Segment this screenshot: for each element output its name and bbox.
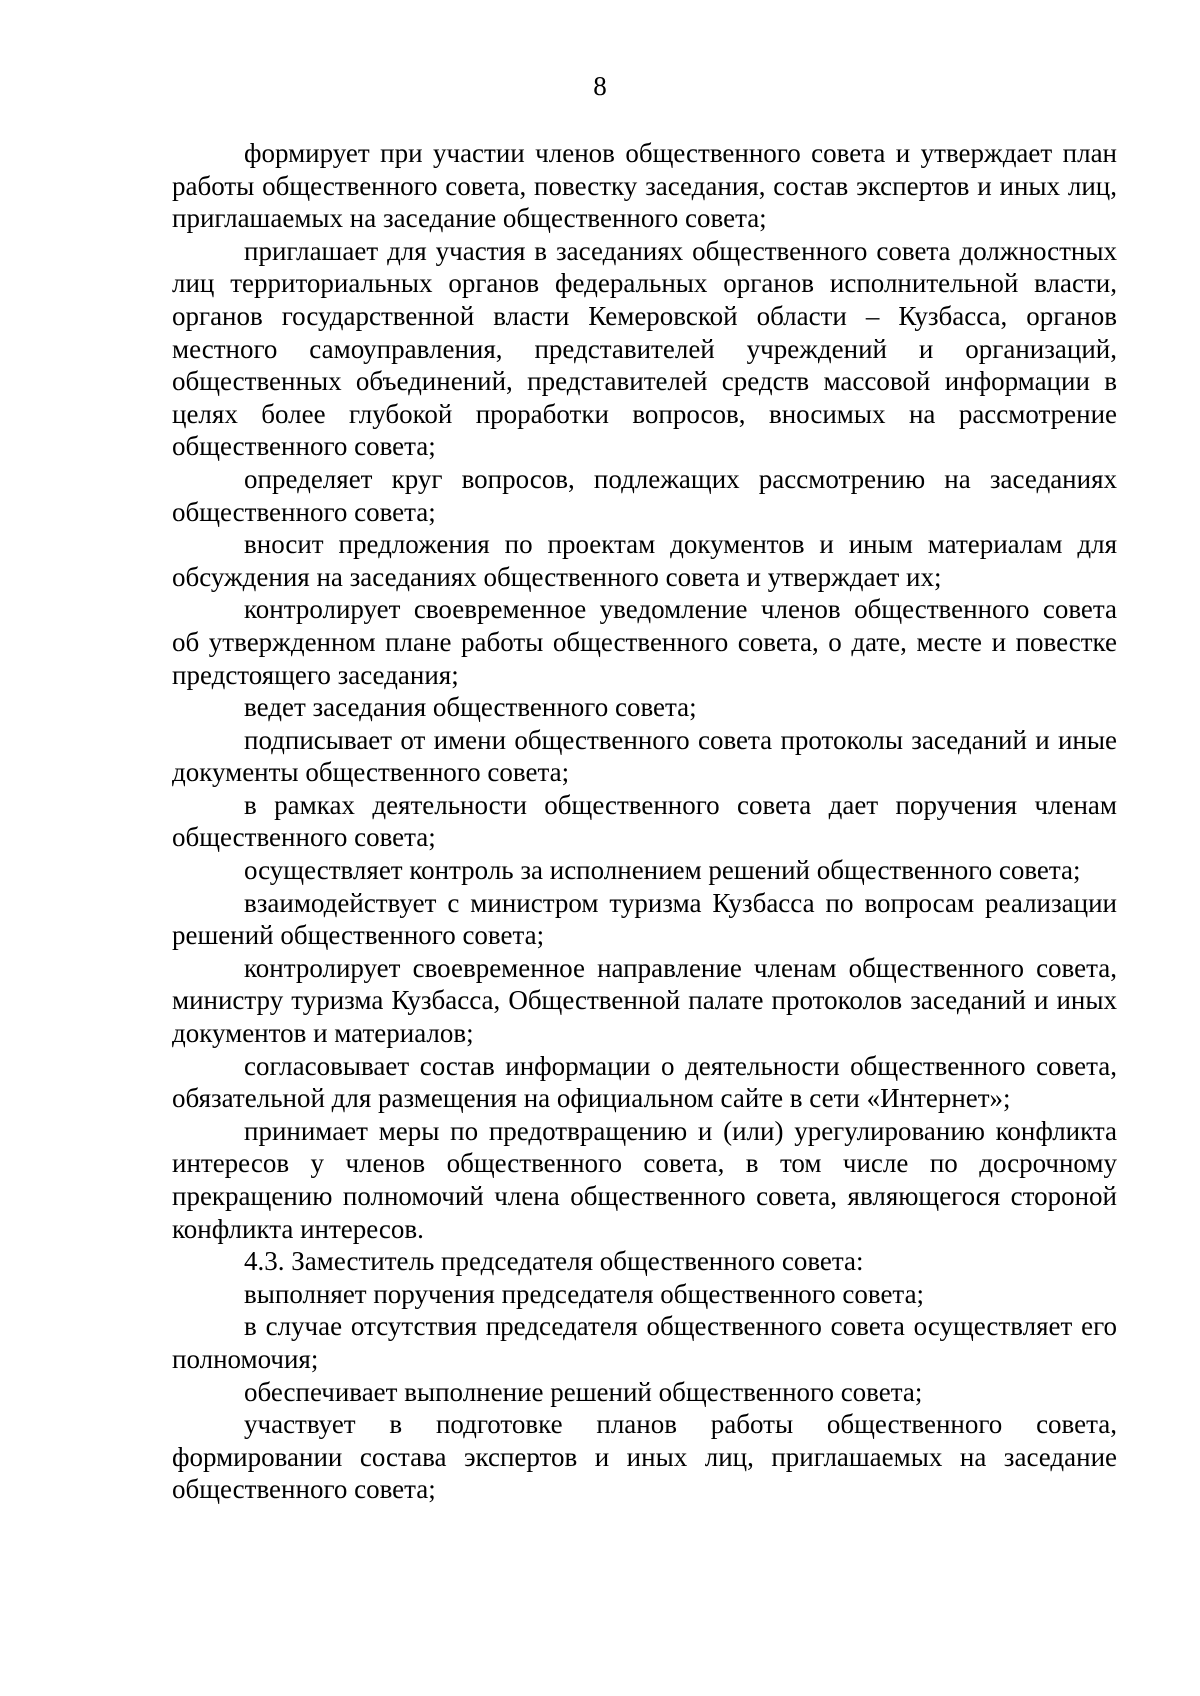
paragraph-plan-formation: формирует при участии членов общественного совета и утверждает план работы общественного совета, повестку заседания, состав экспертов и иных лиц, приглашаемых на заседание общественного совета; (172, 138, 1117, 234)
document-body (172, 137, 1117, 1506)
paragraph-ensures-decisions: обеспечивает выполнение решений общественного совета; (244, 1376, 923, 1407)
page-number: 8 (593, 71, 607, 101)
paragraph-section-4-3-heading: 4.3. Заместитель председателя общественного совета: (244, 1246, 864, 1277)
paragraph-gives-instructions: в рамках деятельности общественного совета дает поручения членам общественного совета; (172, 789, 1117, 853)
paragraph-acts-in-absence: в случае отсутствия председателя общественного совета осуществляет его полномочия; (172, 1311, 1117, 1374)
paragraph-conducts-meetings: ведет заседания общественного совета; (244, 692, 697, 723)
paragraph-conflict-of-interest: принимает меры по предотвращению и (или) урегулированию конфликта интересов у членов общественного совета, в том числе по досрочному прекращению полномочий члена общественного совета, являющегося стороной конфликта интересов. (172, 1115, 1117, 1244)
paragraph-signs-protocols: подписывает от имени общественного совета протоколы заседаний и иные документы общественного совета; (172, 724, 1117, 788)
paragraph-agrees-information: согласовывает состав информации о деятельности общественного совета, обязательной для размещения на официальном сайте в сети «Интернет»; (172, 1050, 1117, 1114)
paragraph-invites-officials: приглашает для участия в заседаниях общественного совета должностных лиц территориальных органов федеральных органов исполнительной власти, органов государственной власти Кемеровской области – Кузбасса, органов местного самоуправления, представителей учреждений и организаций, общественных объединений, представителей средств массовой информации в целях более глубокой проработки вопросов, вносимых на рассмотрение общественного совета; (172, 235, 1117, 462)
paragraph-defines-questions: определяет круг вопросов, подлежащих рассмотрению на заседаниях общественного совета; (172, 463, 1117, 527)
paragraph-controls-notification: контролирует своевременное уведомление членов общественного совета об утвержденном плане работы общественного совета, о дате, месте и повестке предстоящего заседания; (172, 594, 1117, 690)
paragraph-controls-sending: контролирует своевременное направление членам общественного совета, министру туризма Кузбасса, Общественной палате протоколов заседаний и иных документов и материалов; (172, 952, 1117, 1049)
paragraph-participates-planning: участвует в подготовке планов работы общественного совета, формировании состава экспертов и иных лиц, приглашаемых на заседание общественного совета; (172, 1409, 1117, 1505)
paragraph-interacts-minister: взаимодействует с министром туризма Кузбасса по вопросам реализации решений общественного совета; (172, 887, 1117, 951)
paragraph-submits-proposals: вносит предложения по проектам документов и иным материалам для обсуждения на заседаниях общественного совета и утверждает их; (172, 529, 1117, 592)
paragraph-executes-instructions: выполняет поручения председателя общественного совета; (244, 1278, 925, 1309)
paragraph-controls-execution: осуществляет контроль за исполнением решений общественного совета; (244, 855, 1081, 886)
